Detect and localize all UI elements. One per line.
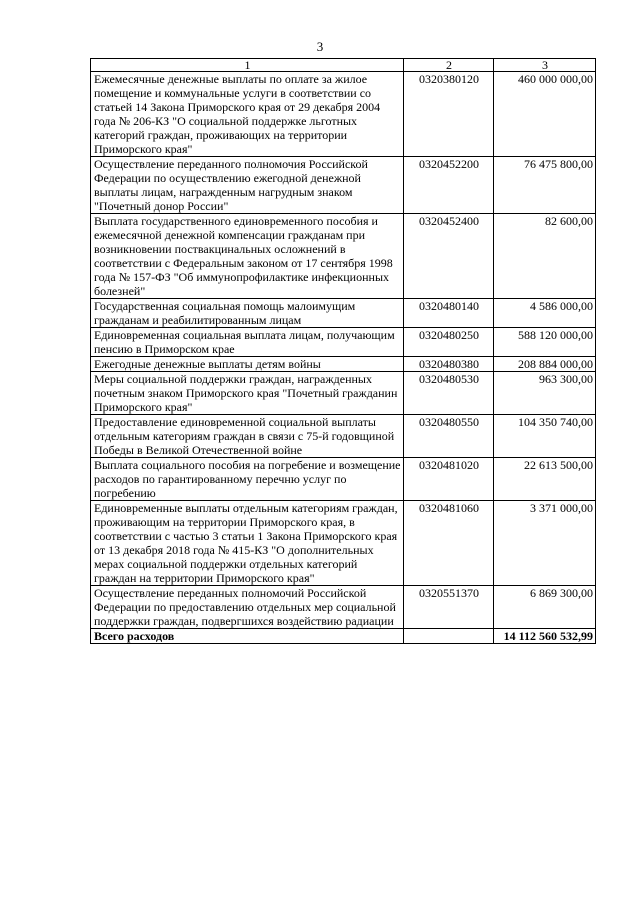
- row-amount: 460 000 000,00: [494, 72, 596, 157]
- table-row: [91, 72, 596, 157]
- row-description: Осуществление переданного полномочия Российской Федерации по осуществлению ежегодной денежной выплаты лицам, награжденным нагрудным знаком "Почетный донор России": [91, 157, 404, 214]
- row-amount: 104 350 740,00: [494, 415, 596, 458]
- row-description: Выплата социального пособия на погребение и возмещение расходов по гарантированному перечню услуг по погребению: [91, 458, 404, 501]
- row-description: Ежемесячные денежные выплаты по оплате за жилое помещение и коммунальные услуги в соответствии со статьей 14 Закона Приморского края от 29 декабря 2004 года № 206-КЗ "О социальной поддержке льготных категорий граждан, проживающих на территории Приморского края": [91, 72, 404, 157]
- row-description: Предоставление единовременной социальной выплаты отдельным категориям граждан в связи с 75-й годовщиной Победы в Великой Отечественной войне: [91, 415, 404, 458]
- table-row: [91, 357, 596, 372]
- row-description: Осуществление переданных полномочий Российской Федерации по предоставлению отдельных мер социальной поддержки граждан, подвергшихся воздействию радиации: [91, 586, 404, 629]
- row-code: 0320480550: [404, 415, 494, 458]
- row-description: Ежегодные денежные выплаты детям войны: [91, 357, 404, 372]
- row-amount: 963 300,00: [494, 372, 596, 415]
- table-row: [91, 372, 596, 415]
- row-code: 0320380120: [404, 72, 494, 157]
- column-number-row: [91, 59, 596, 72]
- table-row: [91, 214, 596, 299]
- row-code: 0320481020: [404, 458, 494, 501]
- row-code: 0320551370: [404, 586, 494, 629]
- column-header-3: 3: [494, 59, 596, 72]
- column-header-2: 2: [404, 59, 494, 72]
- row-amount: 6 869 300,00: [494, 586, 596, 629]
- table-row: [91, 157, 596, 214]
- column-header-1: 1: [91, 59, 404, 72]
- table-row: [91, 501, 596, 586]
- total-code: [404, 629, 494, 644]
- total-label: Всего расходов: [91, 629, 404, 644]
- row-code: 0320480380: [404, 357, 494, 372]
- row-description: Единовременная социальная выплата лицам, получающим пенсию в Приморском крае: [91, 328, 404, 357]
- table-row: [91, 299, 596, 328]
- expenditure-table: [90, 58, 596, 644]
- table-row: [91, 458, 596, 501]
- table-row: [91, 328, 596, 357]
- row-code: 0320480250: [404, 328, 494, 357]
- row-amount: 588 120 000,00: [494, 328, 596, 357]
- total-amount: 14 112 560 532,99: [494, 629, 596, 644]
- table-row: [91, 586, 596, 629]
- row-description: Единовременные выплаты отдельным категориям граждан, проживающим на территории Приморского края, в соответствии с частью 3 статьи 1 Закона Приморского края от 13 декабря 2018 года № 415-КЗ "О дополнительных мерах социальной поддержки отдельных категорий граждан на территории Приморского края": [91, 501, 404, 586]
- row-description: Государственная социальная помощь малоимущим гражданам и реабилитированным лицам: [91, 299, 404, 328]
- row-amount: 82 600,00: [494, 214, 596, 299]
- row-description: Выплата государственного единовременного пособия и ежемесячной денежной компенсации гражданам при возникновении поствакцинальных осложнений в соответствии с Федеральным законом от 17 сентября 1998 года № 157-ФЗ "Об иммунопрофилактике инфекционных болезней": [91, 214, 404, 299]
- total-row: [91, 629, 596, 644]
- row-code: 0320481060: [404, 501, 494, 586]
- row-code: 0320480530: [404, 372, 494, 415]
- row-code: 0320452400: [404, 214, 494, 299]
- row-description: Меры социальной поддержки граждан, награжденных почетным знаком Приморского края "Почетный гражданин Приморского края": [91, 372, 404, 415]
- row-amount: 3 371 000,00: [494, 501, 596, 586]
- row-code: 0320480140: [404, 299, 494, 328]
- row-amount: 208 884 000,00: [494, 357, 596, 372]
- table-row: [91, 415, 596, 458]
- row-amount: 22 613 500,00: [494, 458, 596, 501]
- row-amount: 76 475 800,00: [494, 157, 596, 214]
- page-number: 3: [316, 39, 324, 54]
- row-code: 0320452200: [404, 157, 494, 214]
- row-amount: 4 586 000,00: [494, 299, 596, 328]
